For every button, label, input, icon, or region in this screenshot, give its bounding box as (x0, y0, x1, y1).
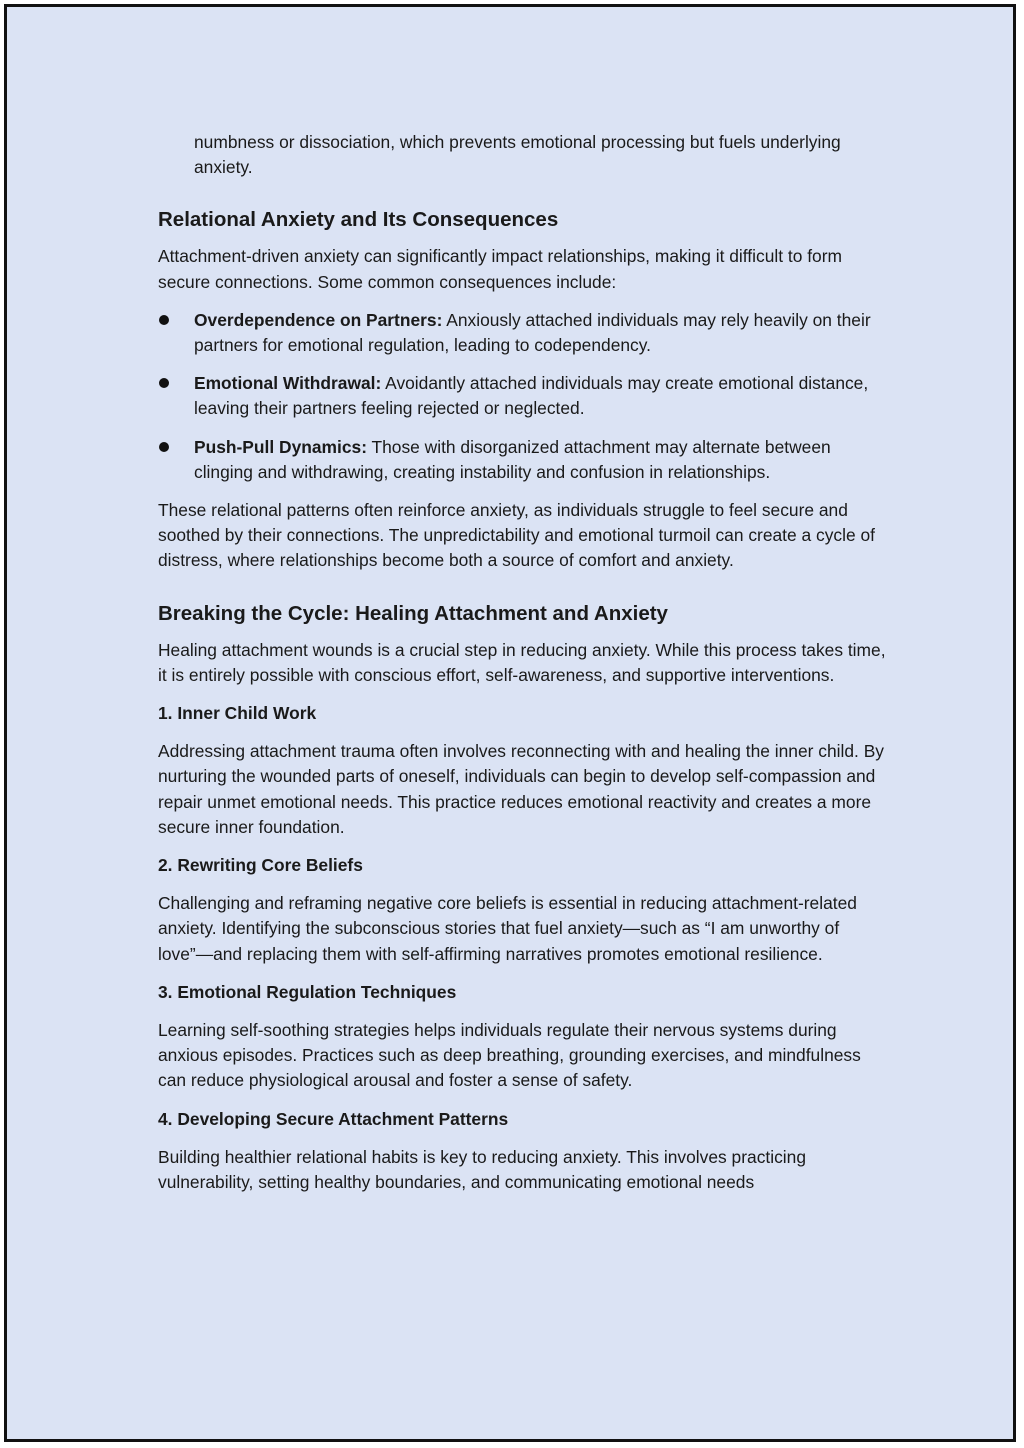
relational-closing: These relational patterns often reinforce anxiety, as individuals struggle to feel secure and soothed by their connections. The unpredictability and emotional turmoil can create a cycle of distress, where relationships become both a source of comfort and anxiety. (158, 500, 875, 571)
bullet-icon (159, 315, 169, 325)
page-content (158, 130, 888, 1208)
relational-intro: Attachment-driven anxiety can significantly impact relationships, making it difficult to form secure connections. Some common consequences include: (158, 246, 843, 292)
bullet-icon (159, 378, 169, 388)
list-item (158, 371, 888, 421)
bullet-term: Push-Pull Dynamics: (194, 436, 367, 457)
relational-section (158, 206, 888, 573)
step-title: 2. Rewriting Core Beliefs (158, 855, 363, 876)
step-text: Learning self-soothing strategies helps individuals regulate their nervous systems during anxious episodes. Practices such as deep breathing, grounding exercises, and mindfulness can reduce physiological arousal and foster a sense of safety. (158, 1020, 861, 1091)
healing-section (158, 600, 888, 1196)
list-item (158, 435, 888, 485)
step-title: 1. Inner Child Work (158, 703, 317, 724)
consequences-list (158, 308, 888, 485)
step-title: 4. Developing Secure Attachment Patterns (158, 1108, 509, 1129)
relational-heading: Relational Anxiety and Its Consequences (158, 208, 559, 232)
bullet-term: Emotional Withdrawal: (194, 373, 382, 394)
step-title: 3. Emotional Regulation Techniques (158, 981, 457, 1002)
bullet-term: Overdependence on Partners: (194, 309, 443, 330)
step-text: Challenging and reframing negative core beliefs is essential in reducing attachment-related anxiety. Identifying the subconscious stories that fuel anxiety—such as “I am unworthy of love”—and replacing them with self-affirming narratives promotes emotional resilience. (158, 893, 857, 964)
step-text: Building healthier relational habits is key to reducing anxiety. This involves practicing vulnerability, setting healthy boundaries, and communicating emotional needs (158, 1146, 806, 1193)
healing-intro: Healing attachment wounds is a crucial step in reducing anxiety. While this process takes time, it is entirely possible with conscious effort, self-awareness, and supportive interventions. (158, 639, 886, 685)
bullet-text: Those with disorganized attachment may alternate between clinging and withdrawing, creating instability and confusion in relationships. (194, 436, 831, 482)
healing-heading: Breaking the Cycle: Healing Attachment and Anxiety (158, 601, 668, 625)
bullet-text: Anxiously attached individuals may rely heavily on their partners for emotional regulation, leading to codependency. (194, 309, 871, 356)
bullet-text: Avoidantly attached individuals may create emotional distance, leaving their partners feeling rejected or neglected. (194, 373, 869, 419)
bullet-icon (159, 442, 169, 452)
intro-continuation: numbness or dissociation, which prevents emotional processing but fuels underlying anxiety. (194, 132, 841, 178)
list-item (158, 308, 888, 358)
step-text: Addressing attachment trauma often involves reconnecting with and healing the inner child. By nurturing the wounded parts of oneself, individuals can begin to develop self-compassion and repair unmet emotional needs. This practice reduces emotional reactivity and creates a more secure inner foundation. (158, 741, 884, 837)
document-page (4, 4, 1016, 1442)
